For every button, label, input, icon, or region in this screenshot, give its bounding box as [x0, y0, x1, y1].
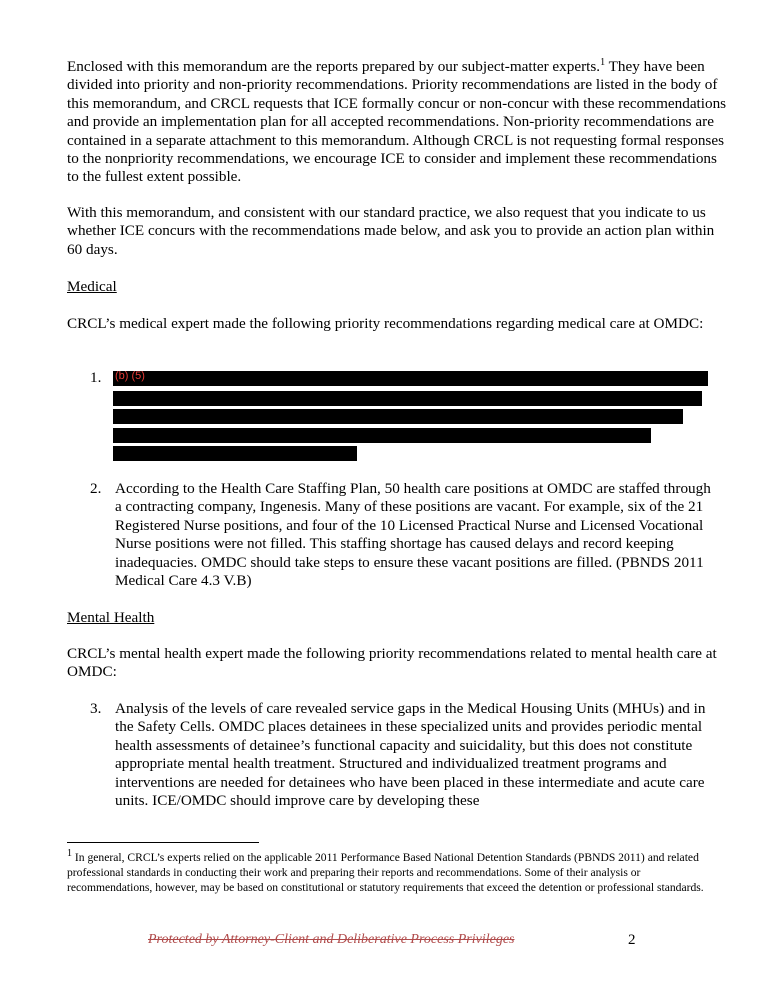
intro-paragraph-text: Enclosed with this memorandum are the reports prepared by our subject-matter experts. — [67, 58, 601, 75]
mental-health-intro: CRCL’s mental health expert made the following priority recommendations related to mental health care at OMDC: — [67, 645, 717, 681]
redaction-bar — [113, 428, 651, 443]
footnote-text: In general, CRCL’s experts relied on the applicable 2011 Performance Based National Detention Standards (PBNDS 2011) and related professional standards in conducting their work and preparing their reports and recommendations. Some of their analysis or recommendations, however, may be based on constitutional or statutory requirements that exceed the detention or professional standards. — [67, 851, 704, 894]
recommendation-2 — [90, 480, 718, 590]
redaction-exemption-code: (b) (5) — [115, 370, 145, 382]
footnote-separator — [67, 842, 259, 843]
redacted-recommendation-1 — [90, 369, 720, 464]
medical-heading: Medical — [67, 278, 117, 295]
footnote-reference: 1 — [600, 56, 606, 68]
page-number: 2 — [628, 932, 636, 948]
recommendation-text: Analysis of the levels of care revealed service gaps in the Medical Housing Units (MHUs) and in the Safety Cells. OMDC places detainees in these specialized units and provides periodic mental health assessments of detainee’s functional capacity and suicidality, but this does not constitute appropriate mental health treatment. Structured and individualized treatment programs and interventions are needed for detainees who have been placed in these intermediate and acute care units. ICE/OMDC should improve care by developing these — [115, 700, 706, 810]
item-number: 2. — [90, 480, 102, 497]
footnote — [67, 850, 707, 895]
item-number: 1. — [90, 369, 102, 386]
recommendation-3 — [90, 700, 718, 810]
redaction-bar — [113, 371, 708, 386]
intro-paragraph — [67, 58, 727, 187]
redaction-bar — [113, 409, 683, 424]
redaction-bar — [113, 446, 357, 461]
footnote-marker: 1 — [67, 848, 72, 860]
mental-health-heading: Mental Health — [67, 609, 155, 626]
redaction-bar — [113, 391, 702, 406]
recommendation-text: According to the Health Care Staffing Plan, 50 health care positions at OMDC are staffed through a contracting company, Ingenesis. Many of these positions are vacant. For example, six of the 21 Registered Nurse positions, and four of the 10 Licensed Practical Nurse and Licensed Vocational Nurse positions were not filled. This staffing shortage has caused delays and record keeping inadequacies. OMDC should take steps to ensure these vacant positions are filled. (PBNDS 2011 Medical Care 4.3 V.B) — [115, 480, 711, 590]
intro-paragraph-rest: They have been divided into priority and non-priority recommendations. Priority recommendations are listed in the body of this memorandum, and CRCL requests that ICE formally concur or non-concur with these recommendations and provide an implementation plan for all accepted recommendations. Non-priority recommendations are contained in a separate attachment to this memorandum. Although CRCL is not requesting formal responses to the nonpriority recommendations, we encourage ICE to consider and implement these recommendations to the fullest extent possible. — [67, 58, 727, 186]
request-paragraph: With this memorandum, and consistent with our standard practice, we also request that you indicate to us whether ICE concurs with the recommendations made below, and ask you to provide an action plan within 60 days. — [67, 204, 715, 258]
privilege-footer: Protected by Attorney-Client and Deliberative Process Privileges — [148, 932, 515, 947]
medical-intro: CRCL’s medical expert made the following priority recommendations regarding medical care at OMDC: — [67, 315, 704, 332]
item-number: 3. — [90, 700, 102, 717]
